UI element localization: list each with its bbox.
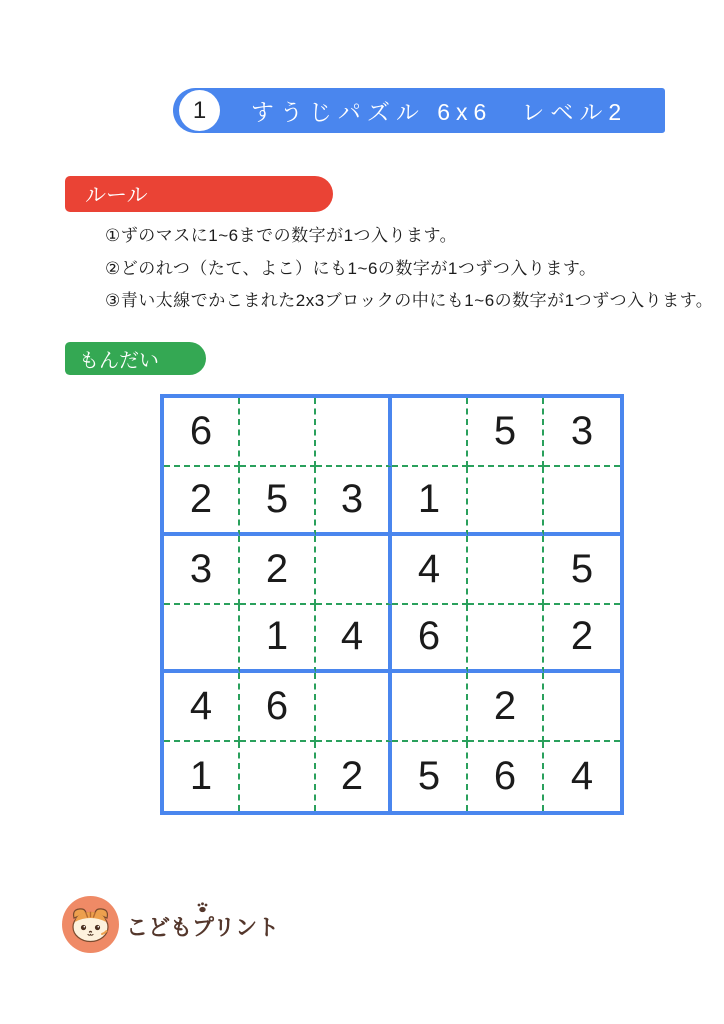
grid-cell-r1c5: 5 — [468, 398, 544, 467]
rule-line-2: ②どのれつ（たて、よこ）にも1~6の数字が1つずつ入ります。 — [105, 258, 597, 278]
grid-cell-r2c2: 5 — [240, 467, 316, 536]
grid-cell-r1c1: 6 — [164, 398, 240, 467]
cat-logo-icon — [62, 896, 119, 953]
grid-cell-r5c4 — [392, 673, 468, 742]
grid-cell-r4c5 — [468, 605, 544, 674]
grid-cell-r6c2 — [240, 742, 316, 811]
grid-cell-r6c3: 2 — [316, 742, 392, 811]
grid-cell-r6c4: 5 — [392, 742, 468, 811]
grid-cell-r2c6 — [544, 467, 620, 536]
grid-cell-r3c3 — [316, 536, 392, 605]
title-bar — [173, 88, 665, 133]
grid-cell-r1c6: 3 — [544, 398, 620, 467]
puzzle-grid — [160, 394, 624, 815]
grid-cell-r3c6: 5 — [544, 536, 620, 605]
grid-cell-r2c5 — [468, 467, 544, 536]
grid-cell-r1c4 — [392, 398, 468, 467]
grid-cell-r3c2: 2 — [240, 536, 316, 605]
grid-cell-r4c4: 6 — [392, 605, 468, 674]
page-title: すうじパズル 6x6 レベル2 — [250, 99, 628, 125]
paw-icon — [196, 902, 209, 914]
grid-cell-r3c4: 4 — [392, 536, 468, 605]
logo-text: こどもプリント — [126, 915, 280, 940]
rules-label: ルール — [65, 176, 333, 212]
rule-line-3: ③青い太線でかこまれた2x3ブロックの中にも1~6の数字が1つずつ入ります。 — [105, 291, 714, 310]
grid-cell-r2c1: 2 — [164, 467, 240, 536]
grid-cell-r4c6: 2 — [544, 605, 620, 674]
grid-cell-r1c2 — [240, 398, 316, 467]
page-number: 1 — [192, 96, 207, 124]
rules-list — [105, 220, 713, 318]
grid-cell-r5c3 — [316, 673, 392, 742]
grid-cell-r6c5: 6 — [468, 742, 544, 811]
grid-cell-r6c6: 4 — [570, 754, 594, 799]
grid-cell-r1c3 — [316, 398, 392, 467]
grid-cell-r5c5: 2 — [468, 673, 544, 742]
grid-cell-r4c2: 1 — [240, 605, 316, 674]
grid-cell-r2c4: 1 — [392, 467, 468, 536]
grid-cell-r6c1: 1 — [164, 742, 240, 811]
grid-cell-r5c2: 6 — [240, 673, 316, 742]
grid-cell-r5c1: 4 — [164, 673, 240, 742]
grid-cell-r4c3: 4 — [316, 605, 392, 674]
page-number-badge — [179, 90, 220, 131]
grid-cell-r4c1 — [164, 605, 240, 674]
grid-cell-r5c6 — [544, 673, 620, 742]
grid-cell-r3c1: 3 — [164, 536, 240, 605]
problem-label: もんだい — [65, 342, 206, 375]
grid-cell-r3c5 — [468, 536, 544, 605]
rule-line-1: ①ずのマスに1~6までの数字が1つ入ります。 — [105, 226, 458, 245]
grid-cell-r2c3: 3 — [316, 467, 392, 536]
